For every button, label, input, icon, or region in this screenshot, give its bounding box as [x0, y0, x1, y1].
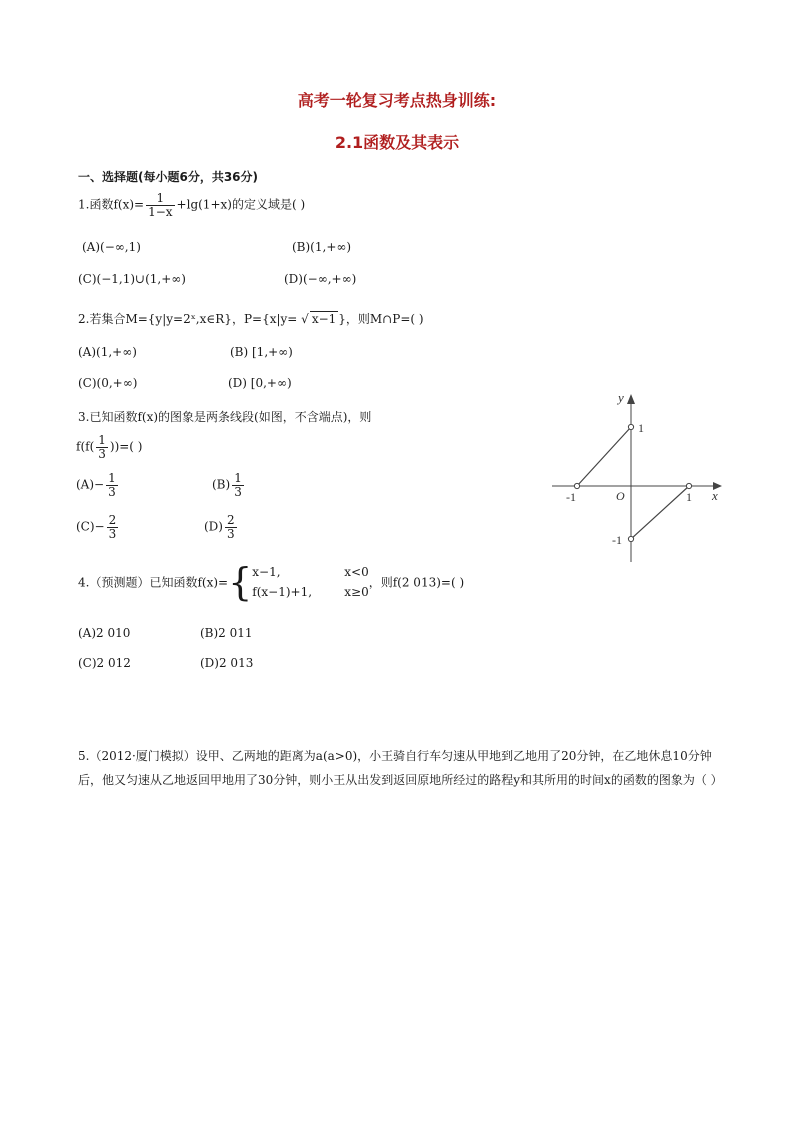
- q3-a-den: 3: [108, 484, 116, 499]
- page-subtitle: 2.1函数及其表示: [334, 133, 460, 152]
- tick-label-y-neg1: -1: [612, 533, 622, 547]
- q4-cases: [252, 562, 368, 602]
- q4-prefix: 4.（预测题）已知函数f(x)=: [78, 575, 229, 590]
- q3-expr-prefix: f(f(: [76, 439, 95, 454]
- q1-option-b[interactable]: (B)(1,+∞): [292, 240, 352, 254]
- q3-c-fraction: [107, 514, 119, 540]
- page-title: 高考一轮复习考点热身训练:: [297, 91, 497, 110]
- y-axis-label: y: [618, 390, 624, 405]
- tick-label-x-neg1: -1: [566, 490, 576, 504]
- q3-option-c[interactable]: [76, 514, 120, 540]
- q4-option-a[interactable]: (A)2 010: [78, 626, 131, 640]
- q3-d-label: (D): [204, 519, 223, 534]
- segment-right: [631, 486, 689, 539]
- q2-option-d[interactable]: (D) [0,+∞): [228, 376, 292, 390]
- q3-expression: [76, 434, 143, 460]
- q1-suffix: +lg(1+x)的定义域是( ): [176, 197, 306, 212]
- q4-suffix: ，则f(2 013)=( ): [368, 575, 465, 590]
- q4-option-b[interactable]: (B)2 011: [200, 626, 253, 640]
- q3-option-b[interactable]: [212, 472, 246, 498]
- question-2: 2.若集合M={y|y=2ˣ,x∈R}，P={x|y= √ x−1 }，则M∩P=( ): [78, 312, 424, 326]
- question-1: [78, 192, 305, 218]
- q4-case-1: [252, 562, 368, 582]
- q2-option-c[interactable]: (C)(0,+∞): [78, 376, 138, 390]
- q2-suffix: }，则M∩P=( ): [338, 312, 424, 326]
- open-endpoint: [628, 536, 633, 541]
- q3-c-den: 3: [108, 526, 117, 541]
- q4-case1-cond: x<0: [344, 565, 369, 579]
- q4-case2-expr: f(x−1)+1,: [252, 585, 313, 599]
- q3-b-num: 1: [234, 471, 242, 485]
- q4-piecewise: [228, 560, 369, 604]
- q3-a-num: 1: [108, 471, 116, 485]
- section-heading: 一、选择题(每小题6分，共36分): [78, 170, 259, 184]
- q2-option-b[interactable]: (B) [1,+∞): [230, 345, 293, 359]
- q3-option-d[interactable]: [204, 514, 239, 540]
- x-axis-label: x: [712, 488, 718, 503]
- open-endpoint: [574, 483, 579, 488]
- q3-function-graph: [546, 386, 732, 566]
- question-3: 3.已知函数f(x)的图象是两条线段(如图，不含端点)，则: [78, 410, 372, 424]
- origin-label: O: [616, 489, 625, 503]
- q4-case2-cond: x≥0: [344, 585, 369, 599]
- q2-sqrt: x−1: [311, 312, 337, 326]
- q3-expr-num: 1: [98, 433, 106, 447]
- q3-expr-suffix: ))=( ): [109, 439, 143, 454]
- q4-brace: {: [228, 560, 253, 604]
- segment-left: [577, 427, 631, 486]
- q3-b-label: (B): [212, 477, 231, 492]
- q3-expr-den: 3: [98, 446, 106, 461]
- q3-b-den: 3: [234, 484, 242, 499]
- q1-option-c[interactable]: (C)(−1,1)∪(1,+∞): [78, 272, 186, 286]
- q3-c-label: (C)−: [76, 519, 105, 534]
- q4-option-c[interactable]: (C)2 012: [78, 656, 131, 670]
- q3-expr-fraction: [96, 434, 108, 460]
- q1-option-a[interactable]: (A)(−∞,1): [82, 240, 141, 254]
- y-axis-arrow-icon: [627, 394, 635, 404]
- q4-option-d[interactable]: (D)2 013: [200, 656, 254, 670]
- q3-b-fraction: [232, 472, 244, 498]
- tick-label-y-1: 1: [638, 421, 644, 435]
- q3-option-a[interactable]: [76, 472, 120, 498]
- question-5: 5.（2012·厦门模拟）设甲、乙两地的距离为a(a>0)，小王骑自行车匀速从甲地到乙地用了20分钟，在乙地休息10分钟后，他又匀速从乙地返回甲地用了30分钟，则小王从出发到返回原地所经过的路程y和其所用的时间x的函数的图象为（ ）: [78, 749, 723, 787]
- q3-d-num: 2: [226, 513, 235, 527]
- q3-d-den: 3: [226, 526, 235, 541]
- open-endpoint: [628, 424, 633, 429]
- q3-a-fraction: [106, 472, 118, 498]
- open-endpoint: [686, 483, 691, 488]
- q1-frac-num: 1: [156, 191, 165, 205]
- q1-fraction: [146, 192, 174, 218]
- q1-option-d[interactable]: (D)(−∞,+∞): [284, 272, 357, 286]
- q4-case-2: [252, 582, 368, 602]
- q1-prefix: 1.函数f(x)=: [78, 197, 145, 212]
- q1-frac-den: 1−x: [148, 204, 173, 219]
- question-4: [78, 560, 464, 604]
- tick-label-x-1: 1: [686, 490, 692, 504]
- q3-c-num: 2: [108, 513, 117, 527]
- q3-d-fraction: [225, 514, 237, 540]
- q2-prefix: 2.若集合M={y|y=2ˣ,x∈R}，P={x|y=: [78, 312, 298, 326]
- q3-a-label: (A)−: [76, 477, 105, 492]
- q4-case1-expr: x−1,: [252, 565, 281, 579]
- q2-option-a[interactable]: (A)(1,+∞): [78, 345, 137, 359]
